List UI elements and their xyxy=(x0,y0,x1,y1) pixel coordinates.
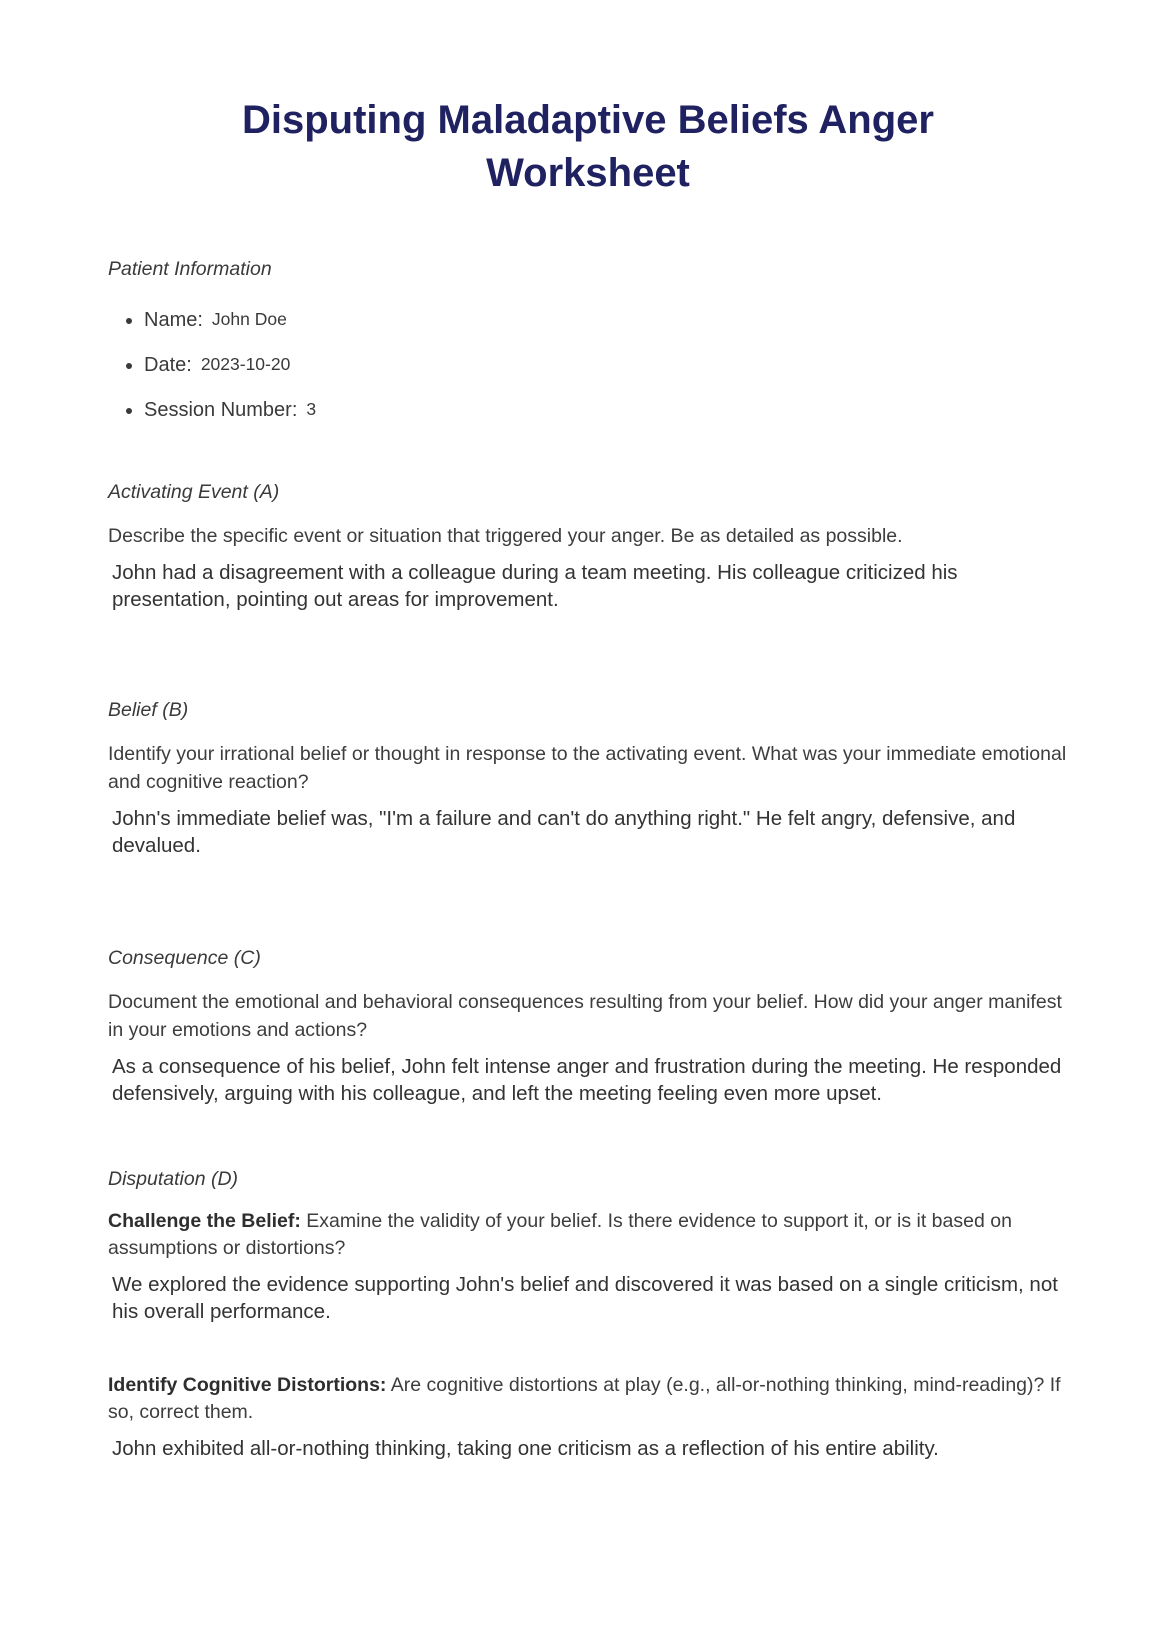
challenge-belief-answer: We explored the evidence supporting John's belief and discovered it was based on a single criticism, not his overall performance. xyxy=(112,1273,1058,1324)
belief-prompt: Identify your irrational belief or thought in response to the activating event. What was your immediate emotional and cognitive reaction? xyxy=(108,743,1067,793)
patient-date-value: 2023-10-20 xyxy=(200,353,291,374)
disputation-heading: Disputation (D) xyxy=(108,1167,239,1190)
challenge-belief-label: Challenge the Belief: xyxy=(108,1209,301,1232)
identify-distortions-prompt-text: Are cognitive distortions at play (e.g., all-or-nothing thinking, mind-reading)? If so, correct them. xyxy=(108,1373,1061,1423)
belief-answer: John's immediate belief was, "I'm a failure and can't do anything right." He felt angry, defensive, and devalued. xyxy=(112,806,1016,858)
consequence-answer: As a consequence of his belief, John felt intense anger and frustration during the meeting. He responded defensively, arguing with his colleague, and left the meeting feeling even more upset. xyxy=(112,1055,1062,1106)
challenge-belief-prompt-text: Examine the validity of your belief. Is there evidence to support it, or is it based on assumptions or distortions? xyxy=(108,1209,1012,1259)
identify-distortions-prompt xyxy=(108,1372,1068,1427)
identify-distortions-label: Identify Cognitive Distortions: xyxy=(108,1373,387,1396)
page-title: Disputing Maladaptive Beliefs Anger Worksheet xyxy=(242,98,934,195)
challenge-belief-prompt xyxy=(108,1208,1068,1263)
patient-info-list xyxy=(108,307,1068,423)
patient-session-label: Session Number: xyxy=(144,398,298,421)
patient-name-label: Name: xyxy=(144,308,203,331)
patient-date-label: Date: xyxy=(144,353,192,376)
patient-field-date xyxy=(144,352,1068,378)
belief-heading: Belief (B) xyxy=(108,699,189,722)
patient-field-name xyxy=(144,307,1068,333)
patient-info-heading: Patient Information xyxy=(108,257,272,280)
identify-distortions-answer: John exhibited all-or-nothing thinking, taking one criticism as a reflection of his entire ability. xyxy=(112,1437,939,1461)
patient-field-session xyxy=(144,397,1068,423)
patient-name-value: John Doe xyxy=(211,308,287,329)
consequence-heading: Consequence (C) xyxy=(108,947,261,970)
patient-session-value: 3 xyxy=(306,398,317,419)
activating-event-answer: John had a disagreement with a colleague during a team meeting. His colleague criticized his presentation, pointing out areas for improvement. xyxy=(112,560,958,612)
activating-event-prompt: Describe the specific event or situation that triggered your anger. Be as detailed as possible. xyxy=(108,524,903,547)
consequence-prompt: Document the emotional and behavioral consequences resulting from your belief. How did your anger manifest in your emotions and actions? xyxy=(108,991,1062,1041)
activating-event-heading: Activating Event (A) xyxy=(108,480,280,503)
